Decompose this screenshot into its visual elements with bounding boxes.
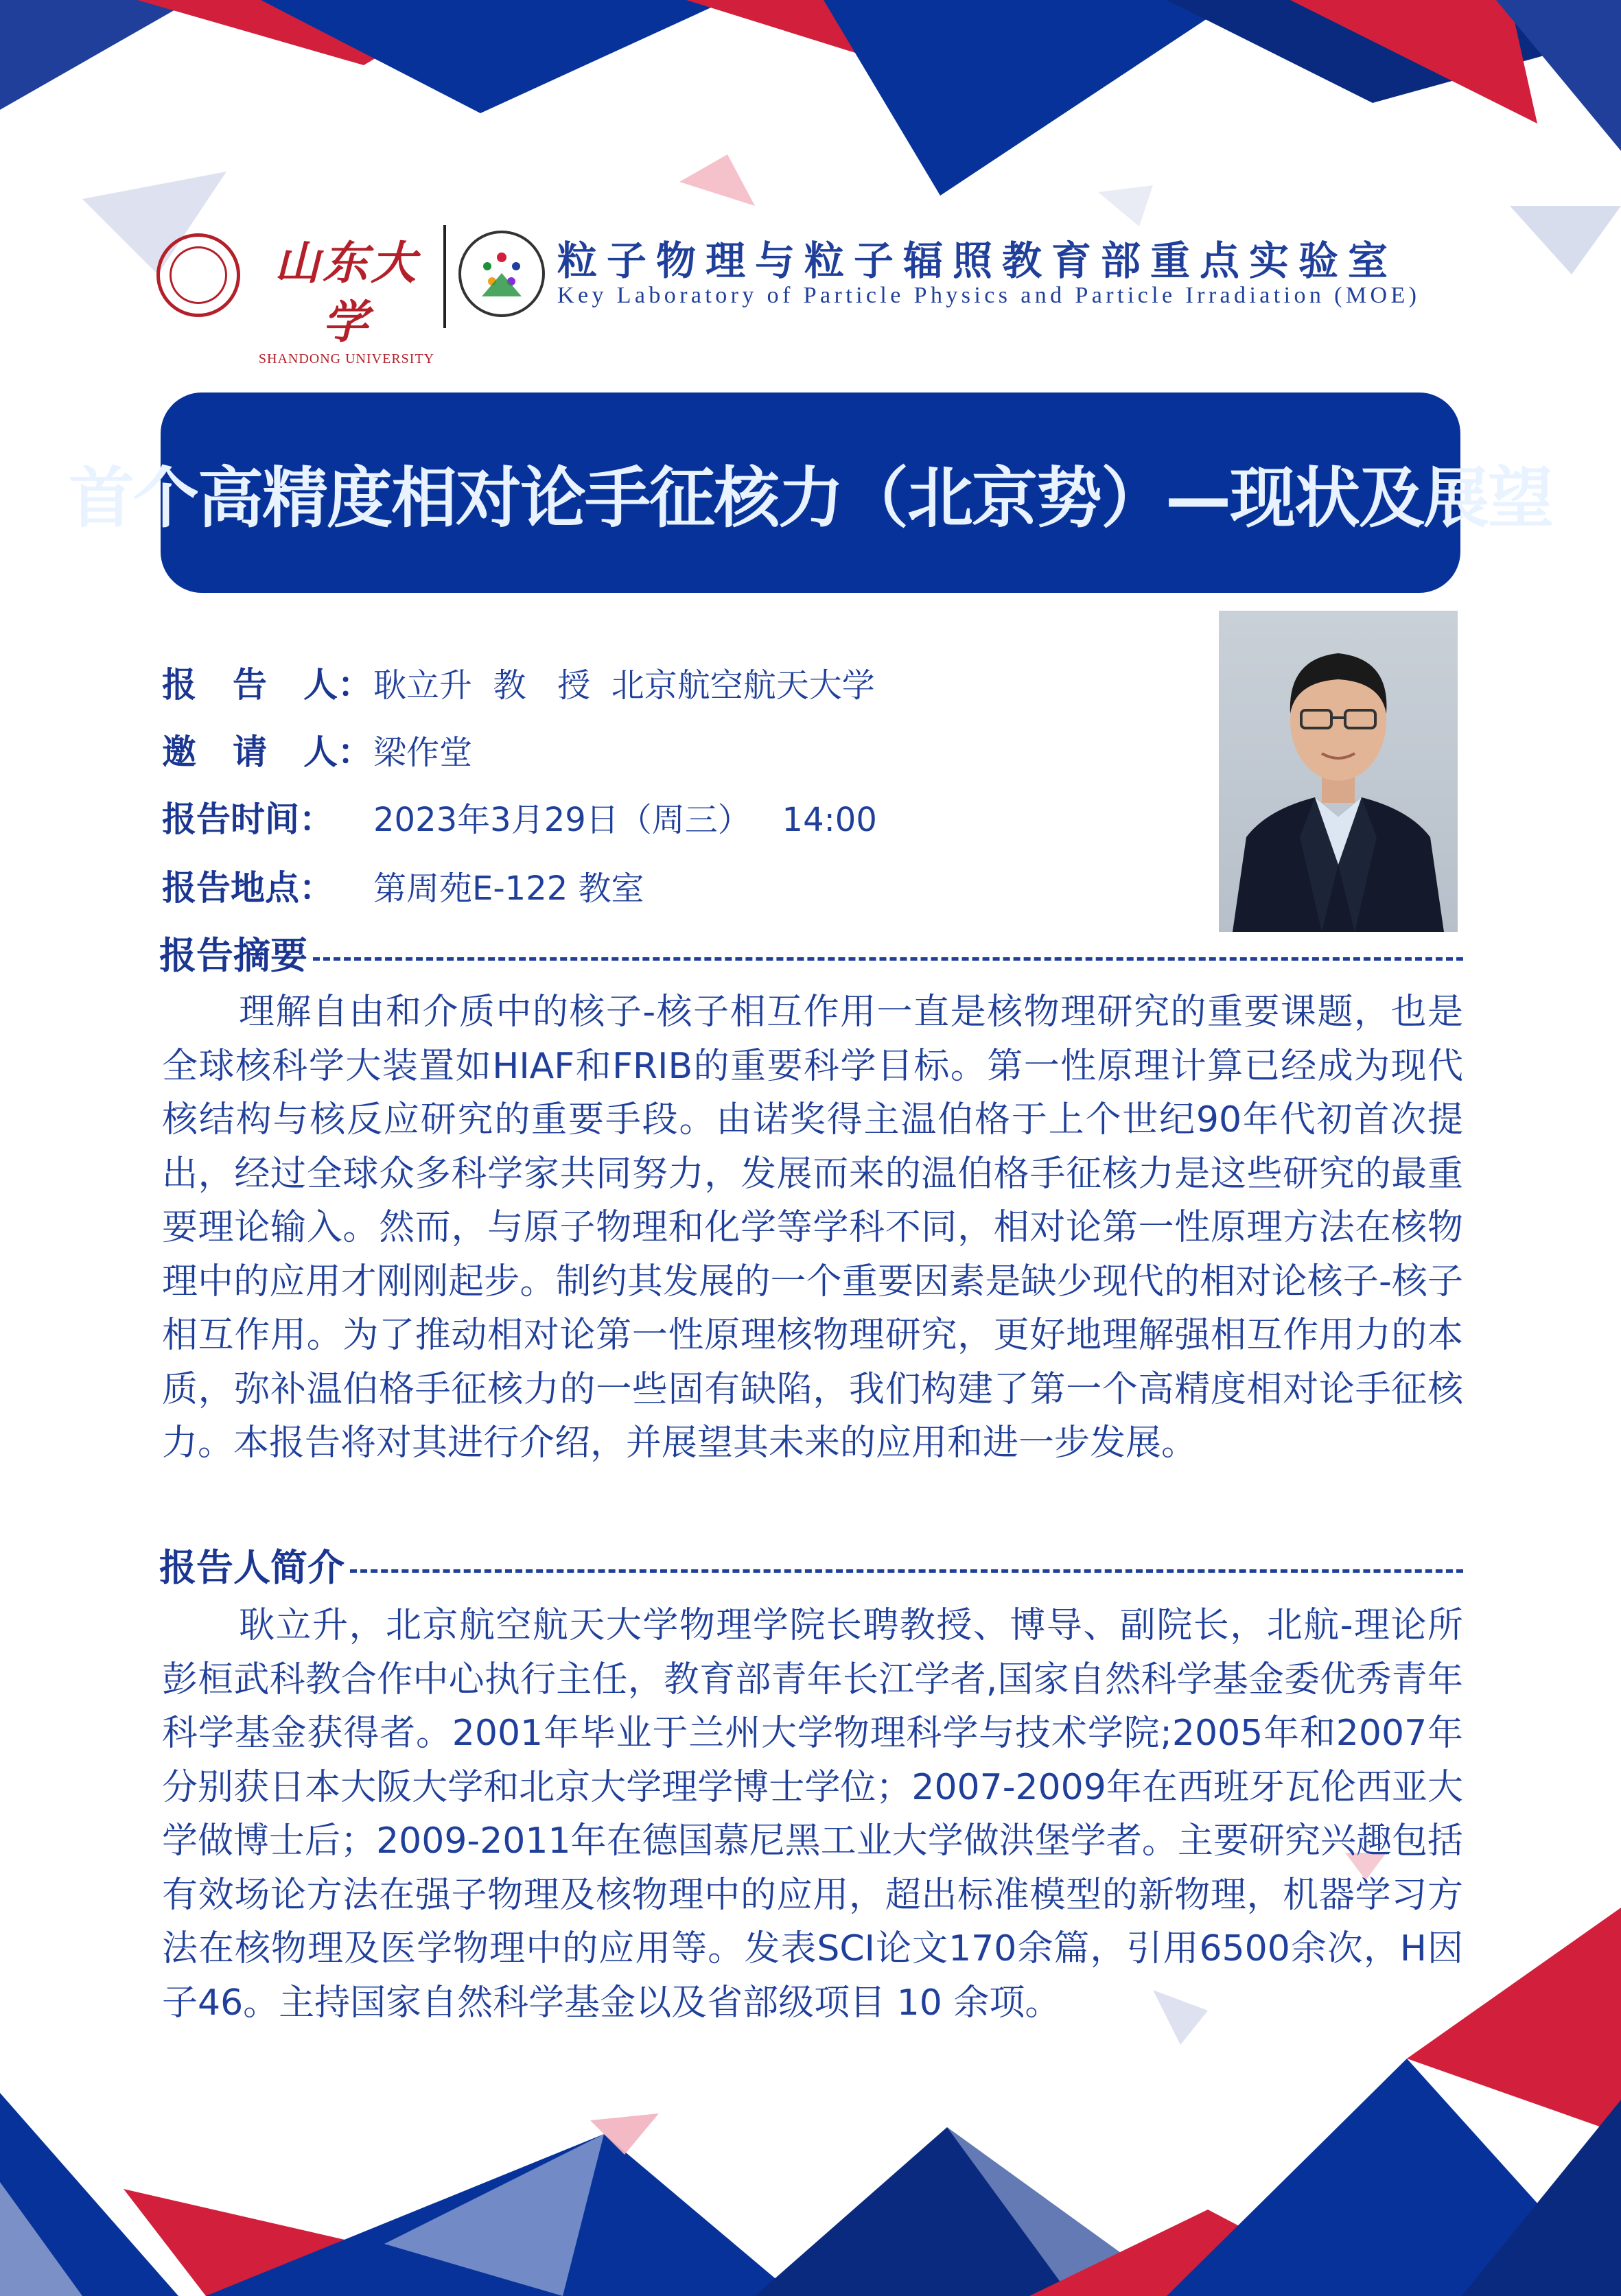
speaker-row [162,655,875,710]
location-row [162,858,644,913]
lab-name-en: Key Laboratory of Particle Physics and Particle Irradiation (MOE) [557,283,1421,308]
host-label-char: 请 [233,732,267,772]
abstract-heading: 报告摘要 [159,933,307,977]
speaker-label-char: 报 [162,665,196,705]
bio-heading: 报告人简介 [159,1545,345,1589]
university-name-en: SHANDONG UNIVERSITY [258,351,435,366]
host-label-colon: ： [338,732,372,772]
top-tri-light-2 [1510,206,1621,274]
abstract-header [159,925,1463,980]
location-label: 报告地点： [162,868,334,908]
location-value: 第周苑E-122 教室 [373,869,644,908]
lab-logo-icon [458,231,545,317]
top-tri-blue-left [0,0,192,110]
university-logo [254,233,439,367]
speaker-label-char: 告 [233,665,267,705]
host-value: 梁作堂 [373,733,473,772]
time-row [162,789,877,844]
host-row [162,722,472,777]
university-seal-icon [156,233,240,317]
time-value: 2023年3月29日（周三） 14:00 [373,800,877,839]
top-tri-light-3 [1098,185,1153,226]
speaker-photo [1219,611,1458,932]
top-tri-pink-1 [679,154,755,206]
speaker-label-colon: ： [338,665,372,705]
abstract-text: 理解自由和介质中的核子-核子相互作用一直是核物理研究的重要课题，也是全球核科学大装置如HIAF和FRIB的重要科学目标。第一性原理计算已经成为现代核结构与核反应研究的重要手段。由诺奖得主温伯格于上个世纪90年代初首次提出，经过全球众多科学家共同努力，发展而来的温伯格手征核力是这些研究的最重要理论输入。然而，与原子物理和化学等学科不同，相对论第一性原理方法在核物理中的应用才刚刚起步。制约其发展的一个重要因素是缺少现代的相对论核子-核子相互作用。为了推动相对论第一性原理核物理研究，更好地理解强相互作用力的本质，弥补温伯格手征核力的一些固有缺陷，我们构建了第一个高精度相对论手征核力。本报告将对其进行介绍，并展望其未来的应用和进一步发展。 [162,992,1463,1464]
lab-name-cn: 粒子物理与粒子辐照教育部重点实验室 [557,237,1398,284]
logo-divider [443,225,446,328]
university-name-cn: 山东大学 [275,236,419,349]
bio-header [159,1537,1463,1592]
host-label [162,725,373,774]
top-tri-blue-2 [824,0,1235,196]
bio-divider [350,1569,1463,1573]
page-title: 首个高精度相对论手征核力（北京势）—现状及展望 [69,459,1552,537]
speaker-label-char: 人 [303,665,338,705]
speaker-value: 耿立升 教 授 北京航空航天大学 [373,666,875,705]
top-tri-blue-1 [261,0,727,113]
abstract-divider [313,957,1463,961]
title-banner [69,393,1552,593]
host-label-char: 人 [303,732,338,772]
host-label-char: 邀 [162,732,196,772]
speaker-label [162,657,373,707]
bio-text: 耿立升，北京航空航天大学物理学院长聘教授、博导、副院长，北航-理论所彭桓武科教合作中心执行主任，教育部青年长江学者,国家自然科学基金委优秀青年科学基金获得者。2001年毕业于兰州大学物理科学与技术学院;2005年和2007年分别获日本大阪大学和北京大学理学博士学位；2007-2009年在西班牙瓦伦西亚大学做博士后；2009-2011年在德国慕尼黑工业大学做洪堡学者。主要研究兴趣包括有效场论方法在强子物理及核物理中的应用，超出标准模型的新物理，机器学习方法在核物理及医学物理中的应用等。发表SCI论文170余篇，引用6500余次，H因子46。主持国家自然科学基金以及省部级项目 10 余项。 [162,1605,1463,2024]
time-label: 报告时间： [162,799,334,839]
